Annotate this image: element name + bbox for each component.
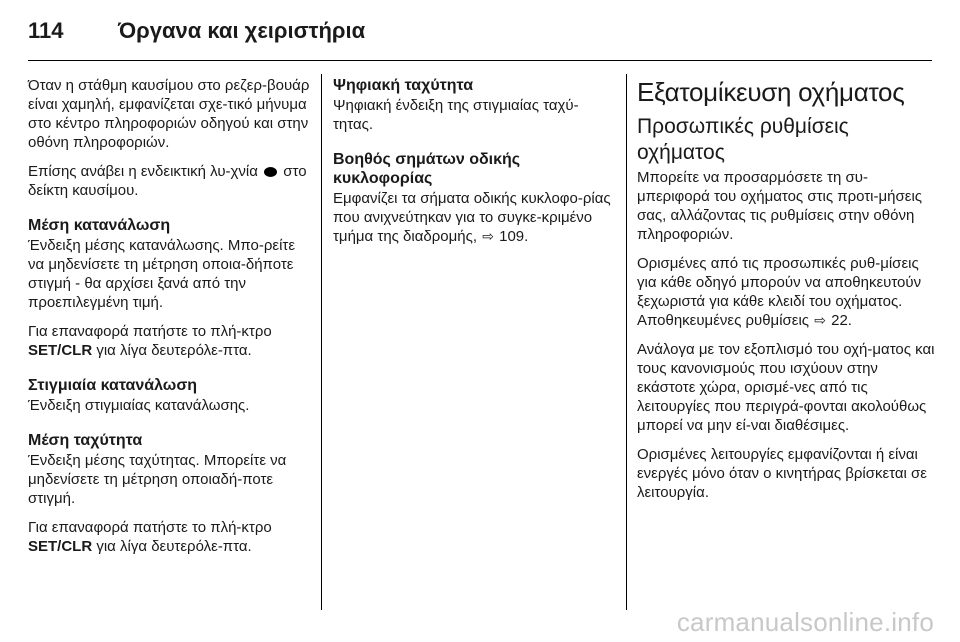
page-number: 114 [28, 18, 64, 43]
column-right [637, 76, 937, 512]
column-divider [321, 74, 322, 610]
header-rule [28, 60, 932, 61]
chapter-subtitle: Προσωπικές ρυθμίσεις οχήματος [637, 115, 849, 164]
section-text: Ένδειξη μέσης κατανάλωσης. Μπο‐ρείτε να μηδενίσετε τη μέτρηση οποια‐δήποτε στιγμή - θα αρχίσει ξανά από την προεπιλεγμένη τιμή. [28, 237, 296, 311]
body-paragraph: Μπορείτε να προσαρμόσετε τη συ‐μπεριφορά του οχήματος στις προτι‐μήσεις σας, αλλάζοντας τις ρυθμίσεις στην οθόνη πληροφοριών. [637, 169, 922, 243]
set-clr-key: SET/CLR [28, 538, 93, 555]
reset-text: Για επαναφορά πατήστε το πλή‐κτρο [28, 519, 272, 536]
section-average-speed [28, 431, 312, 556]
page-header [28, 18, 365, 48]
reset-instruction [28, 322, 312, 360]
page-reference-arrow-icon: ⇨ [482, 228, 494, 244]
watermark: carmanualsonline.info [676, 607, 934, 637]
page-reference-arrow-icon: ⇨ [814, 312, 826, 328]
section-text: Ένδειξη μέσης ταχύτητας. Μπορείτε να μηδενίσετε τη μέτρηση οποιαδή‐ποτε στιγμή. [28, 452, 287, 507]
body-paragraph: Ανάλογα με τον εξοπλισμό του οχή‐ματος και τους κανονισμούς που ισχύουν στην εκάστοτε χώρα, ορισμέ‐νες από τις λειτουργίες που περιγρά‐φονται ακολούθως μπορεί να μην εί‐ναι διαθέσιμες. [637, 341, 935, 434]
section-heading: Ψηφιακή ταχύτητα [333, 77, 474, 94]
section-traffic-sign-assistant [333, 150, 617, 246]
section-heading: Βοηθός σημάτων οδικής κυκλοφορίας [333, 151, 521, 187]
section-heading: Μέση κατανάλωση [28, 217, 171, 234]
section-text-body: Εμφανίζει τα σήματα οδικής κυκλοφο‐ρίας που ανιχνεύτηκαν για το συγκε‐κριμένο τμήμα της διαδρομής, [333, 190, 611, 245]
body-paragraph [637, 254, 937, 330]
fuel-warning-dot-icon [264, 167, 277, 177]
body-text: Ορισμένες από τις προσωπικές ρυθ‐μίσεις για κάθε οδηγό μπορούν να αποθηκευτούν ξεχωριστά για κάθε κλειδί του οχήματος. Αποθηκευμένες ρυθμίσεις [637, 255, 922, 329]
column-middle [333, 76, 617, 256]
body-paragraph: Ορισμένες λειτουργίες εμφανίζονται ή είναι ενεργές μόνο όταν ο κινητήρας βρίσκεται σε λειτουργία. [637, 446, 927, 501]
page-reference[interactable]: 109. [499, 228, 529, 245]
set-clr-key: SET/CLR [28, 342, 93, 359]
reset-text-end: για λίγα δευτερόλε‐πτα. [96, 538, 252, 555]
section-heading: Μέση ταχύτητα [28, 432, 143, 449]
intro-lamp-text: Επίσης ανάβει η ενδεικτική λυ‐χνία [28, 163, 258, 180]
intro-paragraph: Όταν η στάθμη καυσίμου στο ρεζερ‐βουάρ είναι χαμηλή, εμφανίζεται σχε‐τικό μήνυμα στο κέντρο πληροφοριών οδηγού και στην οθόνη πληροφοριών. [28, 77, 310, 151]
reset-text: Για επαναφορά πατήστε το πλή‐κτρο [28, 323, 272, 340]
intro-lamp-paragraph [28, 162, 312, 200]
section-digital-speed [333, 76, 617, 134]
reset-instruction [28, 518, 312, 556]
section-heading: Στιγμιαία κατανάλωση [28, 377, 198, 394]
page-reference[interactable]: 22. [831, 312, 852, 329]
section-text [333, 189, 617, 246]
column-left [28, 76, 312, 566]
chapter-title: Εξατομίκευση οχήματος [637, 77, 905, 107]
section-instant-consumption [28, 376, 312, 415]
intro-lamp-text-end: στο δείκτη καυσίμου. [28, 163, 307, 199]
column-divider [626, 74, 627, 610]
section-average-consumption [28, 216, 312, 360]
section-text: Ψηφιακή ένδειξη της στιγμιαίας ταχύ‐τητας. [333, 97, 579, 133]
reset-text-end: για λίγα δευτερόλε‐πτα. [96, 342, 252, 359]
section-text: Ένδειξη στιγμιαίας κατανάλωσης. [28, 397, 250, 414]
page-title: Όργανα και χειριστήρια [118, 18, 366, 43]
